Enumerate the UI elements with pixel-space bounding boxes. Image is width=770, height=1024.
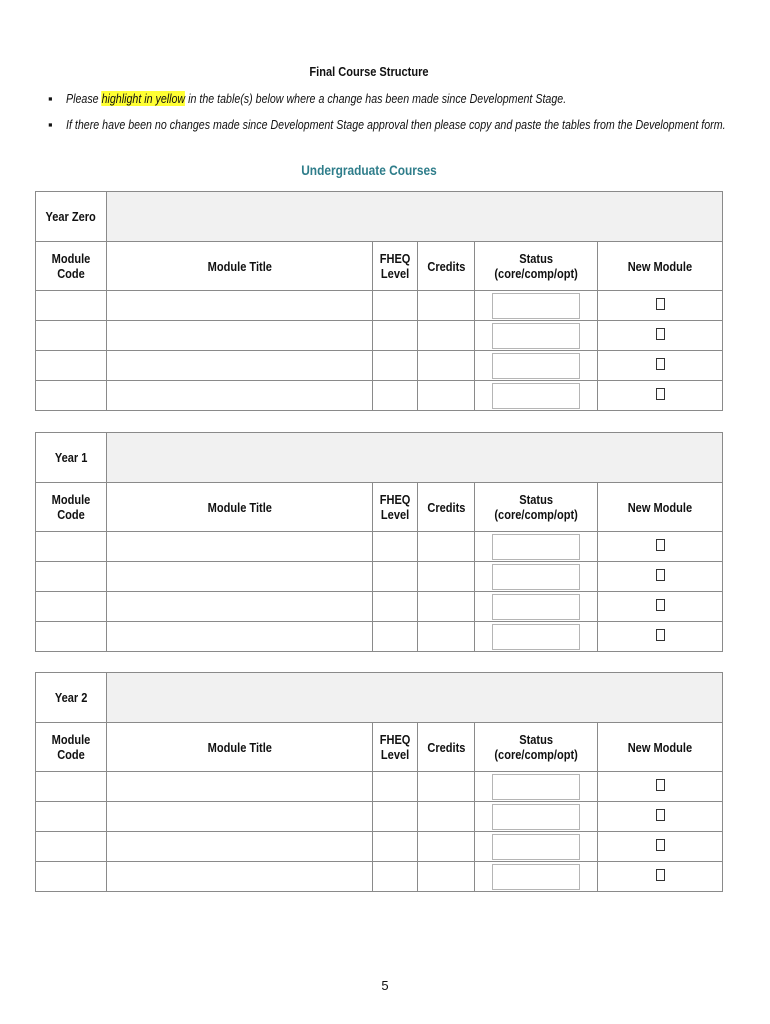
new-module-cell	[598, 862, 723, 892]
instruction-text: Please	[66, 91, 102, 106]
new-module-cell	[598, 381, 723, 411]
new-module-cell	[598, 772, 723, 802]
fheq-level-cell[interactable]	[373, 532, 418, 562]
new-module-cell	[598, 562, 723, 592]
instruction-item	[48, 88, 770, 114]
instruction-text: If there have been no changes made since Development Stage approval then please copy and paste the tables from the Development form.	[66, 117, 726, 132]
module-code-cell[interactable]	[36, 562, 107, 592]
status-dropdown[interactable]	[492, 594, 580, 620]
header-status: Status (core/comp/opt)	[475, 723, 598, 772]
highlight-text: highlight in yellow	[101, 91, 186, 106]
new-module-cell	[598, 321, 723, 351]
status-cell	[475, 532, 598, 562]
fheq-level-cell[interactable]	[373, 772, 418, 802]
year-table-year-1	[35, 432, 722, 652]
instructions-list	[48, 88, 770, 140]
module-code-cell[interactable]	[36, 381, 107, 411]
new-module-checkbox[interactable]	[656, 298, 665, 310]
credits-cell[interactable]	[418, 351, 475, 381]
module-title-cell[interactable]	[107, 321, 373, 351]
bullet-icon: ▪	[48, 117, 53, 132]
section-heading: Undergraduate Courses	[301, 162, 437, 178]
module-title-cell[interactable]	[107, 802, 373, 832]
module-title-cell[interactable]	[107, 562, 373, 592]
new-module-checkbox[interactable]	[656, 599, 665, 611]
table-row	[36, 862, 723, 892]
module-title-cell[interactable]	[107, 532, 373, 562]
new-module-checkbox[interactable]	[656, 388, 665, 400]
fheq-level-cell[interactable]	[373, 562, 418, 592]
module-title-cell[interactable]	[107, 592, 373, 622]
module-title-cell[interactable]	[107, 832, 373, 862]
credits-cell[interactable]	[418, 832, 475, 862]
status-dropdown[interactable]	[492, 774, 580, 800]
status-dropdown[interactable]	[492, 834, 580, 860]
new-module-checkbox[interactable]	[656, 328, 665, 340]
status-dropdown[interactable]	[492, 353, 580, 379]
new-module-cell	[598, 592, 723, 622]
table-row	[36, 291, 723, 321]
credits-cell[interactable]	[418, 291, 475, 321]
status-dropdown[interactable]	[492, 293, 580, 319]
new-module-checkbox[interactable]	[656, 779, 665, 791]
table-row	[36, 772, 723, 802]
year-band	[107, 673, 723, 723]
header-new-module: New Module	[598, 242, 723, 291]
new-module-checkbox[interactable]	[656, 358, 665, 370]
header-fheq-level: FHEQ Level	[373, 483, 418, 532]
module-code-cell[interactable]	[36, 832, 107, 862]
header-module-title: Module Title	[107, 242, 373, 291]
header-status: Status (core/comp/opt)	[475, 242, 598, 291]
new-module-checkbox[interactable]	[656, 629, 665, 641]
module-code-cell[interactable]	[36, 862, 107, 892]
year-table-year-2	[35, 672, 722, 892]
new-module-cell	[598, 291, 723, 321]
module-code-cell[interactable]	[36, 291, 107, 321]
header-credits: Credits	[418, 242, 475, 291]
status-cell	[475, 772, 598, 802]
fheq-level-cell[interactable]	[373, 592, 418, 622]
module-code-cell[interactable]	[36, 622, 107, 652]
bullet-icon: ▪	[48, 91, 53, 106]
module-code-cell[interactable]	[36, 532, 107, 562]
module-title-cell[interactable]	[107, 351, 373, 381]
new-module-cell	[598, 832, 723, 862]
module-code-cell[interactable]	[36, 351, 107, 381]
module-table	[35, 432, 723, 652]
module-title-cell[interactable]	[107, 772, 373, 802]
credits-cell[interactable]	[418, 622, 475, 652]
status-cell	[475, 622, 598, 652]
page-number: 5	[381, 978, 389, 993]
module-code-cell[interactable]	[36, 592, 107, 622]
header-module-title: Module Title	[107, 723, 373, 772]
credits-cell[interactable]	[418, 772, 475, 802]
year-band	[107, 433, 723, 483]
status-cell	[475, 381, 598, 411]
table-row	[36, 351, 723, 381]
fheq-level-cell[interactable]	[373, 291, 418, 321]
credits-cell[interactable]	[418, 381, 475, 411]
status-cell	[475, 832, 598, 862]
fheq-level-cell[interactable]	[373, 832, 418, 862]
fheq-level-cell[interactable]	[373, 622, 418, 652]
table-row	[36, 802, 723, 832]
new-module-checkbox[interactable]	[656, 839, 665, 851]
module-code-cell[interactable]	[36, 321, 107, 351]
new-module-cell	[598, 622, 723, 652]
new-module-cell	[598, 532, 723, 562]
credits-cell[interactable]	[418, 532, 475, 562]
year-label: Year Zero	[36, 192, 107, 242]
credits-cell[interactable]	[418, 562, 475, 592]
status-dropdown[interactable]	[492, 804, 580, 830]
header-module-code: Module Code	[36, 723, 107, 772]
new-module-checkbox[interactable]	[656, 569, 665, 581]
instruction-item	[48, 114, 770, 140]
year-label: Year 1	[36, 433, 107, 483]
status-cell	[475, 592, 598, 622]
module-title-cell[interactable]	[107, 862, 373, 892]
new-module-checkbox[interactable]	[656, 869, 665, 881]
new-module-cell	[598, 351, 723, 381]
fheq-level-cell[interactable]	[373, 802, 418, 832]
new-module-cell	[598, 802, 723, 832]
header-fheq-level: FHEQ Level	[373, 723, 418, 772]
status-dropdown[interactable]	[492, 624, 580, 650]
new-module-checkbox[interactable]	[656, 809, 665, 821]
fheq-level-cell[interactable]	[373, 381, 418, 411]
table-row	[36, 321, 723, 351]
table-row	[36, 562, 723, 592]
credits-cell[interactable]	[418, 862, 475, 892]
module-title-cell[interactable]	[107, 291, 373, 321]
fheq-level-cell[interactable]	[373, 321, 418, 351]
table-row	[36, 832, 723, 862]
credits-cell[interactable]	[418, 592, 475, 622]
status-cell	[475, 562, 598, 592]
new-module-checkbox[interactable]	[656, 539, 665, 551]
instruction-text: in the table(s) below where a change has been made since Development Stage.	[185, 91, 567, 106]
module-title-cell[interactable]	[107, 622, 373, 652]
header-module-title: Module Title	[107, 483, 373, 532]
fheq-level-cell[interactable]	[373, 351, 418, 381]
table-row	[36, 532, 723, 562]
year-label: Year 2	[36, 673, 107, 723]
module-table	[35, 672, 723, 892]
header-fheq-level: FHEQ Level	[373, 242, 418, 291]
header-module-code: Module Code	[36, 483, 107, 532]
status-cell	[475, 321, 598, 351]
header-credits: Credits	[418, 483, 475, 532]
header-status: Status (core/comp/opt)	[475, 483, 598, 532]
status-dropdown[interactable]	[492, 864, 580, 890]
status-dropdown[interactable]	[492, 383, 580, 409]
header-new-module: New Module	[598, 723, 723, 772]
module-code-cell[interactable]	[36, 802, 107, 832]
module-table	[35, 191, 723, 411]
status-cell	[475, 351, 598, 381]
status-dropdown[interactable]	[492, 564, 580, 590]
module-code-cell[interactable]	[36, 772, 107, 802]
year-table-year-zero	[35, 191, 722, 411]
status-cell	[475, 291, 598, 321]
credits-cell[interactable]	[418, 321, 475, 351]
table-row	[36, 592, 723, 622]
header-module-code: Module Code	[36, 242, 107, 291]
status-dropdown[interactable]	[492, 534, 580, 560]
credits-cell[interactable]	[418, 802, 475, 832]
module-title-cell[interactable]	[107, 381, 373, 411]
status-dropdown[interactable]	[492, 323, 580, 349]
document-title: Final Course Structure	[309, 64, 429, 79]
status-cell	[475, 802, 598, 832]
fheq-level-cell[interactable]	[373, 862, 418, 892]
table-row	[36, 622, 723, 652]
header-credits: Credits	[418, 723, 475, 772]
header-new-module: New Module	[598, 483, 723, 532]
year-band	[107, 192, 723, 242]
status-cell	[475, 862, 598, 892]
table-row	[36, 381, 723, 411]
